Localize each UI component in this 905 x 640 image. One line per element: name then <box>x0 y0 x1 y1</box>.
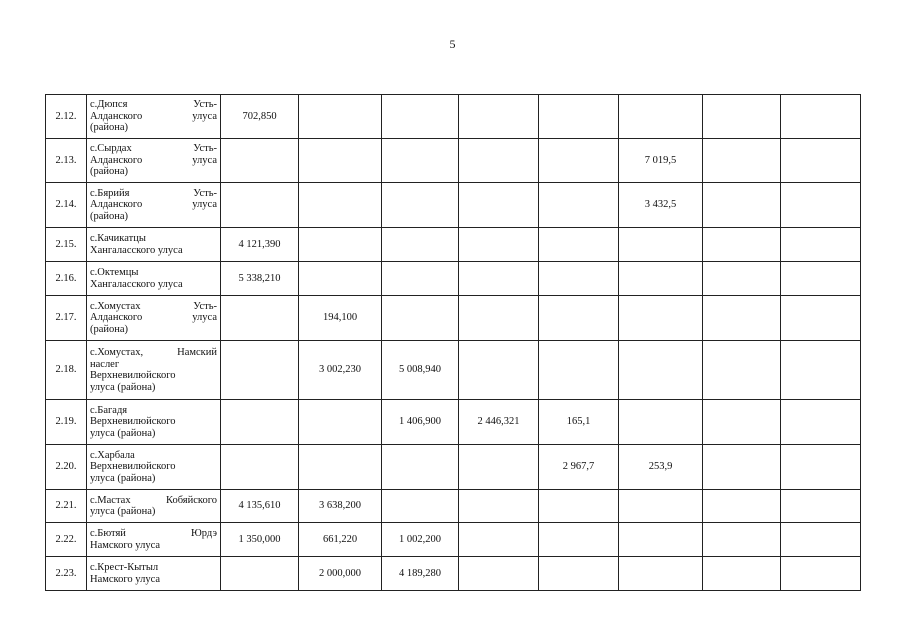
budget-table <box>45 94 861 591</box>
value-cell <box>459 341 539 400</box>
value-cell <box>221 341 299 400</box>
value-cell <box>299 139 382 183</box>
settlement-name <box>87 262 221 296</box>
value-cell <box>703 228 781 262</box>
value-cell <box>781 95 861 139</box>
value-cell <box>459 228 539 262</box>
row-number: 2.19. <box>46 400 87 445</box>
value-cell <box>221 183 299 228</box>
settlement-name-line: Алданского улуса <box>90 110 217 122</box>
value-cell: 3 432,5 <box>619 183 703 228</box>
table-row <box>46 139 861 183</box>
table-row <box>46 400 861 445</box>
settlement-name-line: с.Харбала <box>90 449 135 461</box>
settlement-name-line: с.Мастах Кобяйского <box>90 494 217 506</box>
settlement-name-line: Верхневилюйского <box>90 370 176 381</box>
value-cell <box>539 523 619 557</box>
row-number: 2.23. <box>46 557 87 591</box>
value-cell: 702,850 <box>221 95 299 139</box>
value-cell <box>382 228 459 262</box>
value-cell <box>459 557 539 591</box>
value-cell <box>382 139 459 183</box>
settlement-name-line: улуса (района) <box>90 427 156 439</box>
value-cell <box>382 262 459 296</box>
settlement-name <box>87 139 221 183</box>
settlement-name-line: (района) <box>90 166 129 178</box>
value-cell <box>703 262 781 296</box>
value-cell <box>619 557 703 591</box>
value-cell <box>539 228 619 262</box>
settlement-name-line: Алданского улуса <box>90 199 217 211</box>
value-cell: 1 406,900 <box>382 400 459 445</box>
value-cell: 661,220 <box>299 523 382 557</box>
value-cell <box>299 228 382 262</box>
value-cell <box>539 139 619 183</box>
settlement-name-line: (района) <box>90 210 129 222</box>
table-row <box>46 95 861 139</box>
value-cell <box>539 341 619 400</box>
value-cell <box>619 400 703 445</box>
settlement-name-line: Верхневилюйского <box>90 461 176 473</box>
value-cell <box>539 95 619 139</box>
value-cell <box>703 400 781 445</box>
settlement-name-line: (района) <box>90 323 129 335</box>
table-row <box>46 296 861 341</box>
value-cell: 165,1 <box>539 400 619 445</box>
row-number: 2.17. <box>46 296 87 341</box>
value-cell <box>221 296 299 341</box>
table-body <box>46 95 861 591</box>
value-cell <box>459 139 539 183</box>
settlement-name-line: улуса (района) <box>90 381 156 393</box>
value-cell <box>459 296 539 341</box>
value-cell <box>299 95 382 139</box>
value-cell: 2 967,7 <box>539 445 619 490</box>
value-cell: 4 121,390 <box>221 228 299 262</box>
settlement-name <box>87 523 221 557</box>
value-cell <box>781 228 861 262</box>
value-cell: 253,9 <box>619 445 703 490</box>
settlement-name-line: Верхневилюйского <box>90 416 176 428</box>
settlement-name-line: улуса (района) <box>90 506 156 517</box>
value-cell: 3 638,200 <box>299 490 382 523</box>
value-cell <box>619 341 703 400</box>
value-cell <box>299 400 382 445</box>
row-number: 2.15. <box>46 228 87 262</box>
value-cell: 1 350,000 <box>221 523 299 557</box>
value-cell <box>703 183 781 228</box>
value-cell <box>781 523 861 557</box>
settlement-name-line: Алданского улуса <box>90 154 217 166</box>
value-cell <box>781 490 861 523</box>
settlement-name-line: с.Бютяй Юрдэ <box>90 528 217 539</box>
settlement-name-line: Намского улуса <box>90 573 161 585</box>
table-row <box>46 341 861 400</box>
value-cell: 1 002,200 <box>382 523 459 557</box>
value-cell: 194,100 <box>299 296 382 341</box>
settlement-name-line: с.Хомустах Усть- <box>90 300 217 312</box>
value-cell <box>299 262 382 296</box>
value-cell <box>299 183 382 228</box>
settlement-name <box>87 557 221 591</box>
value-cell <box>382 183 459 228</box>
value-cell <box>703 139 781 183</box>
settlement-name-line: Алданского улуса <box>90 312 217 324</box>
value-cell: 7 019,5 <box>619 139 703 183</box>
value-cell <box>703 445 781 490</box>
settlement-name-line: Хангаласского улуса <box>90 278 183 290</box>
settlement-name-line: с.Багадя <box>90 404 128 416</box>
value-cell <box>703 341 781 400</box>
value-cell <box>781 557 861 591</box>
value-cell: 2 000,000 <box>299 557 382 591</box>
value-cell: 4 135,610 <box>221 490 299 523</box>
value-cell <box>781 262 861 296</box>
value-cell <box>781 445 861 490</box>
value-cell <box>382 490 459 523</box>
value-cell <box>539 262 619 296</box>
row-number: 2.21. <box>46 490 87 523</box>
settlement-name-line: наслег <box>90 358 120 370</box>
value-cell: 3 002,230 <box>299 341 382 400</box>
settlement-name-line: с.Качикатцы <box>90 233 146 244</box>
settlement-name <box>87 445 221 490</box>
settlement-name-line: с.Крест-Кытыл <box>90 562 159 573</box>
settlement-name-line: с.Сырдах Усть- <box>90 143 217 155</box>
settlement-name-line: (района) <box>90 122 129 134</box>
settlement-name-line: с.Октемцы <box>90 267 139 278</box>
value-cell <box>539 296 619 341</box>
value-cell <box>781 139 861 183</box>
settlement-name <box>87 341 221 400</box>
row-number: 2.13. <box>46 139 87 183</box>
row-number: 2.18. <box>46 341 87 400</box>
value-cell <box>221 557 299 591</box>
value-cell <box>781 341 861 400</box>
value-cell <box>382 95 459 139</box>
value-cell <box>781 400 861 445</box>
value-cell <box>459 262 539 296</box>
settlement-name-line: с.Бярийя Усть- <box>90 187 217 199</box>
value-cell: 2 446,321 <box>459 400 539 445</box>
value-cell <box>703 95 781 139</box>
value-cell <box>703 490 781 523</box>
settlement-name <box>87 228 221 262</box>
value-cell <box>382 445 459 490</box>
table-row <box>46 228 861 262</box>
value-cell <box>539 557 619 591</box>
table-row <box>46 523 861 557</box>
value-cell <box>459 95 539 139</box>
value-cell <box>703 296 781 341</box>
value-cell <box>459 490 539 523</box>
table-row <box>46 262 861 296</box>
value-cell <box>299 445 382 490</box>
settlement-name <box>87 183 221 228</box>
value-cell <box>539 183 619 228</box>
value-cell <box>781 183 861 228</box>
value-cell <box>221 445 299 490</box>
table-row <box>46 557 861 591</box>
value-cell <box>703 523 781 557</box>
settlement-name <box>87 296 221 341</box>
settlement-name-line: улуса (района) <box>90 472 156 484</box>
table-row <box>46 490 861 523</box>
value-cell <box>221 400 299 445</box>
row-number: 2.14. <box>46 183 87 228</box>
row-number: 2.12. <box>46 95 87 139</box>
value-cell <box>382 296 459 341</box>
page-number: 5 <box>449 37 456 51</box>
settlement-name-line: с.Хомустах, Намский <box>90 347 217 358</box>
settlement-name-line: Хангаласского улуса <box>90 244 183 256</box>
value-cell <box>619 228 703 262</box>
value-cell <box>619 490 703 523</box>
row-number: 2.20. <box>46 445 87 490</box>
settlement-name <box>87 400 221 445</box>
value-cell <box>459 523 539 557</box>
value-cell <box>619 95 703 139</box>
table-row <box>46 445 861 490</box>
row-number: 2.22. <box>46 523 87 557</box>
value-cell <box>459 445 539 490</box>
value-cell <box>619 262 703 296</box>
settlement-name-line: Намского улуса <box>90 539 161 551</box>
value-cell: 5 338,210 <box>221 262 299 296</box>
settlement-name <box>87 490 221 523</box>
value-cell <box>539 490 619 523</box>
value-cell <box>703 557 781 591</box>
settlement-name <box>87 95 221 139</box>
value-cell: 5 008,940 <box>382 341 459 400</box>
row-number: 2.16. <box>46 262 87 296</box>
value-cell: 4 189,280 <box>382 557 459 591</box>
value-cell <box>619 296 703 341</box>
settlement-name-line: с.Дюпся Усть- <box>90 99 217 111</box>
value-cell <box>221 139 299 183</box>
value-cell <box>619 523 703 557</box>
value-cell <box>459 183 539 228</box>
value-cell <box>781 296 861 341</box>
table-row <box>46 183 861 228</box>
